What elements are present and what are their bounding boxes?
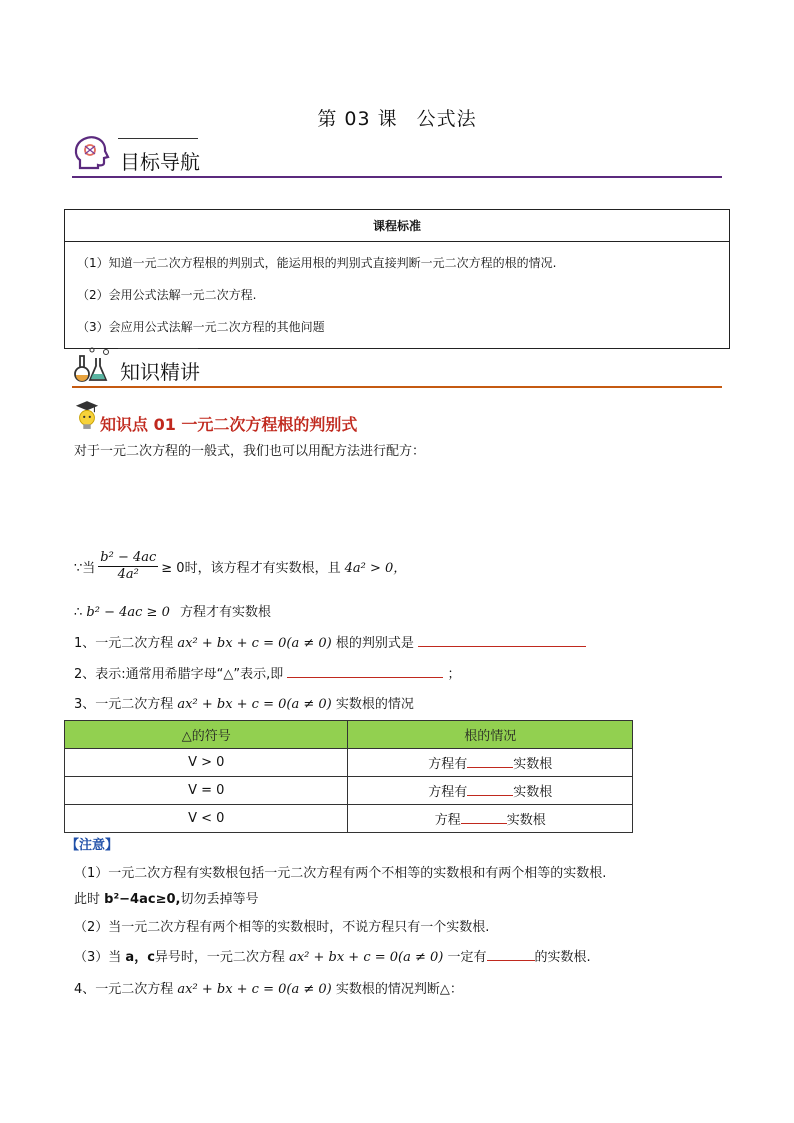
q4-text: 实数根的情况判断△： (335, 982, 463, 997)
question-4 (74, 978, 463, 997)
note-1: （1）一元二次方程有实数根包括一元二次方程有两个不相等的实数根和有两个相等的实数根. (74, 866, 607, 881)
fraction-denominator: 4a² (117, 567, 139, 582)
section-goal-divider (72, 176, 722, 178)
sign-cell: V > 0 (65, 749, 348, 777)
roots-post: 实数根 (506, 813, 546, 828)
note-2: （2）当一元二次方程有两个相等的实数根时，不说方程只有一个实数根. (74, 920, 490, 935)
because-middle: ≥ 0时，该方程才有实数根，且 (161, 561, 341, 576)
intro-text: 对于一元二次方程的一般式，我们也可以用配方法进行配方： (74, 444, 426, 459)
because-tail: 4a² > 0， (344, 561, 407, 576)
note-1b-pre: 此时 (74, 892, 101, 907)
discriminant-sign-table (64, 720, 633, 833)
standards-body (65, 242, 730, 349)
note-heading: 【注意】 (66, 838, 119, 853)
note-1b-post: 切勿丢掉等号 (180, 892, 259, 907)
roots-post: 实数根 (513, 785, 553, 800)
course-standards-table (64, 209, 730, 349)
note-3-pre: （3）当 (74, 950, 122, 965)
section-knowledge-divider (72, 386, 722, 388)
q3-text: 实数根的情况 (335, 697, 414, 712)
q1-lead: 1、一元二次方程 (74, 636, 174, 651)
roots-pre: 方程 (434, 813, 461, 828)
roots-answer-blank[interactable] (467, 756, 513, 768)
q1-equation: ax² + bx + c = 0(a ≠ 0) (177, 636, 332, 651)
q4-equation: ax² + bx + c = 0(a ≠ 0) (177, 982, 332, 997)
therefore-text: 方程才有实数根 (179, 605, 271, 620)
table-row (65, 805, 633, 833)
because-line (74, 550, 406, 583)
lab-flask-icon (72, 344, 112, 384)
q3-lead: 3、一元二次方程 (74, 697, 174, 712)
q1-text: 根的判别式是 (335, 636, 414, 651)
note-3-equation: ax² + bx + c = 0(a ≠ 0) (289, 950, 444, 965)
q2-answer-blank[interactable] (287, 666, 443, 678)
note-1b-bold: b²−4ac≥0, (104, 892, 181, 907)
roots-cell (348, 777, 633, 805)
section-knowledge-header (72, 344, 722, 388)
note-3-answer-blank[interactable] (487, 949, 535, 961)
note-3-text: 一定有 (447, 950, 487, 965)
therefore-math: b² − 4ac ≥ 0 (86, 605, 170, 620)
sign-table-header-row (65, 721, 633, 749)
roots-cell (348, 749, 633, 777)
fraction-numerator: b² − 4ac (100, 550, 157, 565)
lesson-topic: 公式法 (416, 108, 477, 130)
note-3-bold: a，c (125, 950, 155, 965)
therefore-prefix: ∴ (74, 605, 83, 620)
roots-post: 实数根 (513, 757, 553, 772)
graduate-bulb-icon (74, 398, 100, 432)
section-goal-label: 目标导航 (120, 150, 200, 174)
roots-answer-blank[interactable] (467, 784, 513, 796)
sign-column-header: △的符号 (65, 721, 348, 749)
sign-cell: V < 0 (65, 805, 348, 833)
section-goal-header (72, 134, 722, 178)
note-3 (74, 946, 591, 965)
standard-item: （2）会用公式法解一元二次方程. (77, 288, 257, 302)
question-3 (74, 693, 414, 712)
question-2 (74, 663, 461, 682)
head-brain-icon (72, 134, 112, 174)
note-3-mid: 异号时，一元二次方程 (154, 950, 285, 965)
standards-header: 课程标准 (65, 210, 730, 242)
roots-pre: 方程有 (428, 757, 468, 772)
q2-tail: ； (447, 667, 461, 682)
because-prefix: ∵当 (74, 561, 96, 576)
roots-column-header: 根的情况 (348, 721, 633, 749)
sign-cell: V = 0 (65, 777, 348, 805)
discriminant-fraction (98, 550, 158, 583)
standard-item: （3）会应用公式法解一元二次方程的其他问题 (77, 320, 325, 334)
table-row (65, 777, 633, 805)
note-1b (74, 888, 258, 907)
table-row (65, 749, 633, 777)
roots-cell (348, 805, 633, 833)
q2-text: 2、表示:通常用希腊字母“△”表示,即 (74, 667, 284, 682)
question-1 (74, 632, 586, 651)
q4-lead: 4、一元二次方程 (74, 982, 174, 997)
section-knowledge-label: 知识精讲 (120, 360, 200, 384)
q1-answer-blank[interactable] (418, 635, 586, 647)
q3-equation: ax² + bx + c = 0(a ≠ 0) (177, 697, 332, 712)
page-title (0, 104, 794, 131)
lesson-number: 第 03 课 (317, 108, 398, 130)
note-3-tail: 的实数根. (534, 950, 591, 965)
standard-item: （1）知道一元二次方程根的判别式，能运用根的判别式直接判断一元二次方程的根的情况. (77, 256, 557, 270)
roots-pre: 方程有 (428, 785, 468, 800)
therefore-line (74, 601, 271, 620)
knowledge-point-label: 知识点 01 一元二次方程根的判别式 (100, 415, 358, 434)
roots-answer-blank[interactable] (461, 812, 507, 824)
